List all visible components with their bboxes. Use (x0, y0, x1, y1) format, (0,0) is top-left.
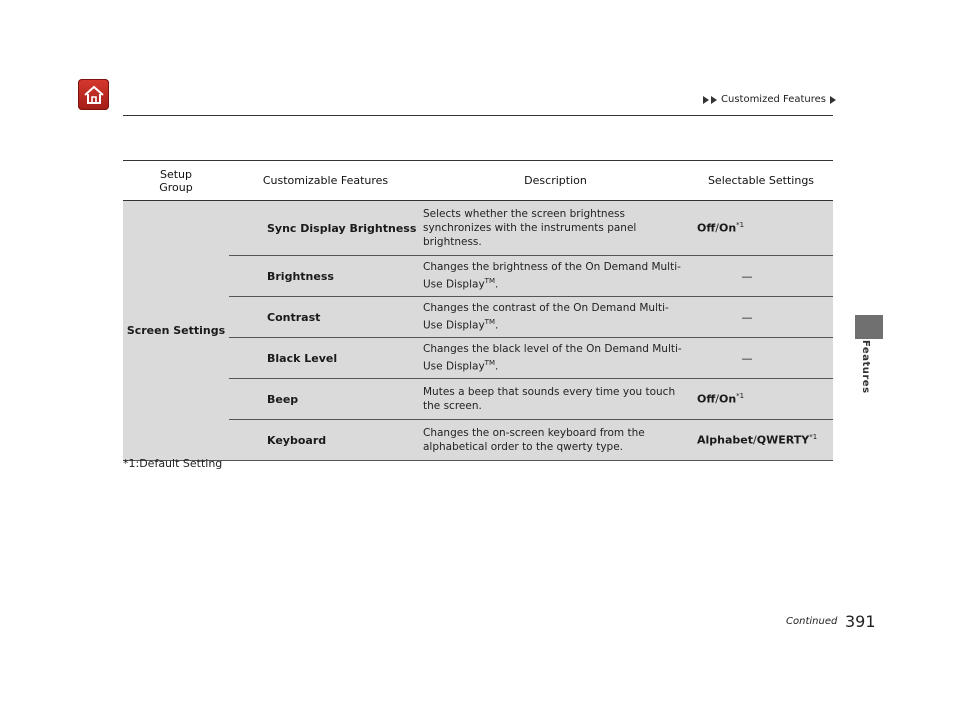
trademark-mark: TM (484, 277, 495, 286)
setting-option: On (718, 392, 737, 406)
breadcrumb[interactable] (703, 94, 836, 105)
setup-group-cell: Screen Settings (123, 201, 229, 461)
setting-cell (689, 201, 833, 256)
description-text: Changes the black level of the On Demand Multi-Use Display (423, 343, 682, 373)
description-cell (422, 338, 689, 379)
table-row (123, 201, 833, 256)
description-cell (422, 297, 689, 338)
setting-option: Alphabet (697, 433, 754, 447)
table-row (123, 420, 833, 461)
setting-cell (689, 420, 833, 461)
description-cell (422, 256, 689, 297)
footnote-marker: *1 (736, 392, 745, 401)
footnote-marker: *1 (809, 433, 818, 442)
setting-dash: — (741, 310, 753, 324)
setting-dash: — (741, 351, 753, 365)
table-row (123, 379, 833, 420)
description-end: . (495, 319, 499, 332)
setting-cell (689, 256, 833, 297)
setting-option: QWERTY (756, 433, 810, 447)
column-header-settings: Selectable Settings (689, 161, 833, 201)
feature-cell: Brightness (229, 256, 422, 297)
breadcrumb-arrow-icon (830, 96, 836, 104)
setting-option: Off (697, 221, 716, 235)
feature-cell: Contrast (229, 297, 422, 338)
section-tab[interactable] (855, 315, 883, 339)
description-cell: Mutes a beep that sounds every time you touch the screen. (422, 379, 689, 420)
description-text: Changes the contrast of the On Demand Multi-Use Display (423, 302, 669, 332)
table-row (123, 256, 833, 297)
description-end: . (495, 360, 499, 373)
table-row (123, 297, 833, 338)
feature-cell: Black Level (229, 338, 422, 379)
setting-separator: / (753, 433, 757, 447)
description-cell: Selects whether the screen brightness synchronizes with the instruments panel brightness. (422, 201, 689, 256)
feature-cell: Beep (229, 379, 422, 420)
trademark-mark: TM (484, 318, 495, 327)
table-header-row (123, 161, 833, 201)
page-number: 391 (845, 612, 876, 631)
description-text: Changes the brightness of the On Demand Multi-Use Display (423, 261, 681, 291)
breadcrumb-arrow-icon (711, 96, 717, 104)
footnote-marker: *1 (736, 221, 745, 230)
home-icon (83, 85, 105, 105)
header-rule (123, 115, 833, 116)
setting-option: On (718, 221, 737, 235)
trademark-mark: TM (484, 359, 495, 368)
customizable-features-table (123, 160, 833, 461)
setting-cell (689, 338, 833, 379)
setting-cell (689, 297, 833, 338)
column-header-setup-group: Setup Group (123, 161, 229, 201)
setting-option: Off (697, 392, 716, 406)
setting-dash: — (741, 269, 753, 283)
description-cell: Changes the on-screen keyboard from the alphabetical order to the qwerty type. (422, 420, 689, 461)
column-header-feature: Customizable Features (229, 161, 422, 201)
feature-cell: Sync Display Brightness (229, 201, 422, 256)
continued-label: Continued (786, 616, 838, 627)
table-row (123, 338, 833, 379)
breadcrumb-label: Customized Features (721, 94, 827, 105)
setting-separator: / (715, 392, 719, 406)
setting-separator: / (715, 221, 719, 235)
setting-cell (689, 379, 833, 420)
section-tab-label: Features (860, 340, 871, 394)
description-end: . (495, 278, 499, 291)
footnote: *1:Default Setting (123, 457, 223, 470)
column-header-description: Description (422, 161, 689, 201)
home-button[interactable] (78, 79, 109, 110)
breadcrumb-arrow-icon (703, 96, 709, 104)
feature-cell: Keyboard (229, 420, 422, 461)
